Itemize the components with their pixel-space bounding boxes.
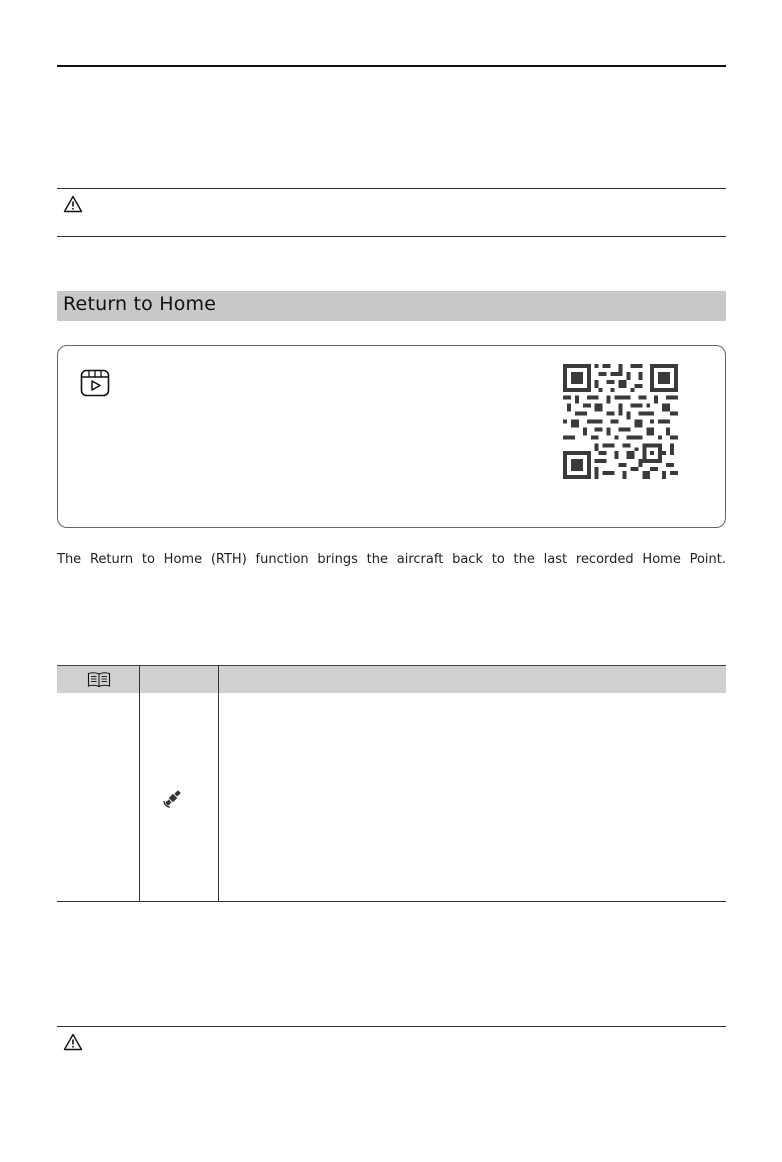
table-header-row xyxy=(57,665,726,693)
warning-notice-1 xyxy=(57,188,726,237)
section-header xyxy=(57,291,726,321)
book-icon xyxy=(87,671,111,688)
section-title: Return to Home xyxy=(63,293,217,315)
table-bottom-rule xyxy=(57,901,726,902)
table-column-divider xyxy=(139,665,140,901)
warning-triangle-icon xyxy=(63,1033,83,1051)
warning-notice-2 xyxy=(57,1026,726,1087)
table-column-divider xyxy=(218,665,219,901)
rth-intro-text: The Return to Home (RTH) function brings the aircraft back to the last recorded Home Point. xyxy=(57,552,726,567)
warning-triangle-icon xyxy=(63,195,83,213)
qr-code[interactable] xyxy=(563,364,678,479)
satellite-icon xyxy=(161,788,183,810)
video-tutorial-box xyxy=(57,345,726,528)
video-tutorial-icon xyxy=(80,369,110,397)
page-header-rule xyxy=(57,65,726,67)
rth-table xyxy=(57,665,726,901)
